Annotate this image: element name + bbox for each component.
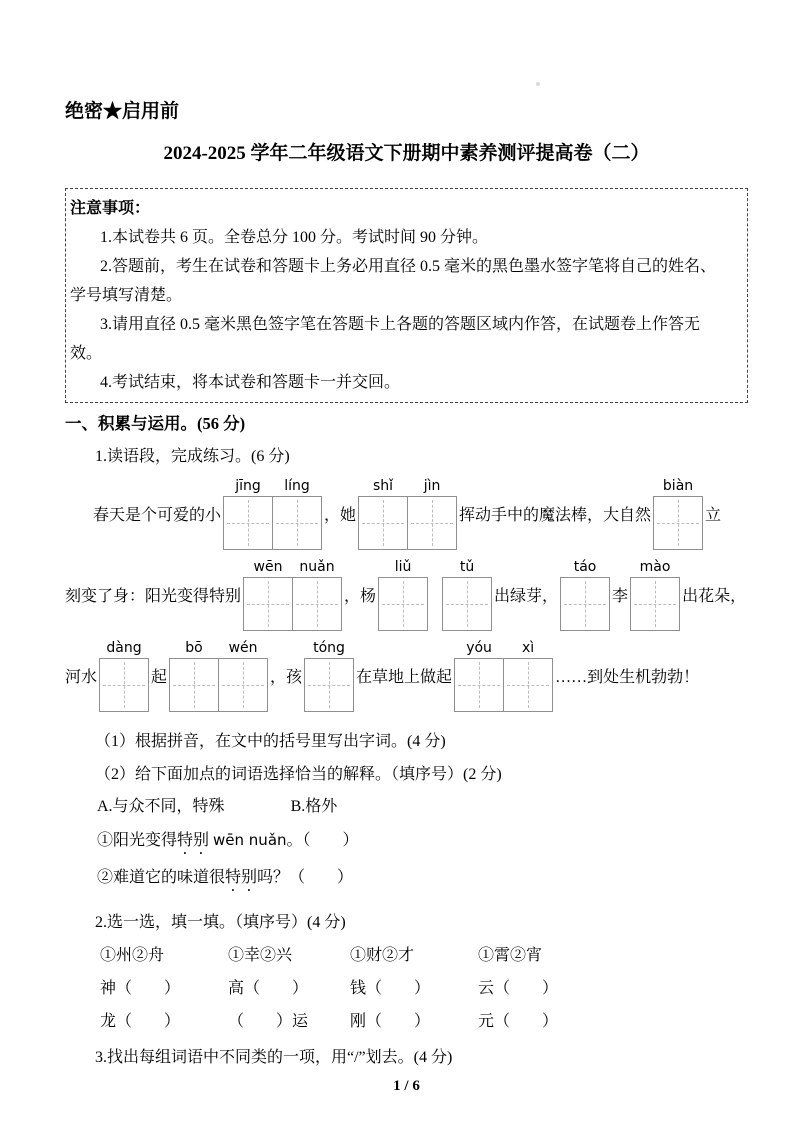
page-number: 1 / 6	[393, 1078, 420, 1094]
grid-cell: 神（ ）	[100, 980, 181, 997]
print-artifact-dot	[536, 82, 540, 86]
text-run: 刻变了身：阳光变得特别	[65, 588, 242, 605]
writing-box-cell	[218, 639, 268, 712]
writing-box-group	[304, 639, 354, 712]
page-title: 2024-2025 学年二年级语文下册期中素养测评提高卷（二）	[163, 143, 650, 164]
text-run: 出花朵，	[682, 588, 747, 605]
pinyin-label: wēn	[253, 559, 283, 575]
pinyin-label: biàn	[662, 478, 694, 494]
text-run: 李	[612, 588, 629, 605]
pinyin-label: wén	[228, 640, 258, 656]
writing-box	[218, 658, 268, 712]
text-run: ……到处生机勃勃！	[555, 669, 700, 686]
writing-box-group	[99, 639, 149, 712]
writing-box	[407, 496, 457, 550]
writing-box-group	[653, 477, 703, 550]
writing-box	[272, 496, 322, 550]
pinyin-label: líng	[284, 478, 310, 494]
grid-cell: 云（ ）	[478, 980, 559, 997]
grid-cell: ①幸②兴	[228, 947, 293, 964]
pinyin-label: liǔ	[394, 559, 412, 575]
notice-box	[65, 188, 748, 403]
writing-box-cell	[653, 477, 703, 550]
notice-line: 学号填写清楚。	[70, 287, 183, 304]
writing-box-cell	[454, 639, 504, 712]
question1-sub1: （1）根据拼音，在文中的括号里写出字词。(4 分)	[95, 733, 446, 750]
pinyin-label: tǔ	[459, 559, 475, 575]
secret-label: 绝密★启用前	[65, 101, 180, 122]
writing-box	[292, 577, 342, 631]
writing-box	[653, 496, 703, 550]
writing-box-group	[223, 477, 322, 550]
pinyin-label: nuǎn	[299, 559, 335, 575]
emphasized-word: 特别	[225, 869, 258, 886]
writing-box-cell	[442, 558, 492, 631]
notice-line: 4.考试结束，将本试卷和答题卡一并交回。	[100, 374, 401, 391]
writing-box-cell	[99, 639, 149, 712]
q1-items	[65, 827, 748, 895]
text-run: 挥动手中的魔法棒，大自然	[459, 507, 652, 524]
text-run: ②难道它的味道很	[97, 869, 226, 886]
question1-options	[65, 794, 748, 820]
pinyin-run: wēn nuǎn	[213, 831, 287, 849]
grid-cell: 高（ ）	[228, 980, 309, 997]
writing-box	[358, 496, 408, 550]
writing-box-cell	[223, 477, 273, 550]
notice-line: 效。	[70, 345, 103, 362]
writing-box-group	[454, 639, 553, 712]
pinyin-label: táo	[573, 559, 597, 575]
emphasized-word: 特别	[177, 832, 210, 849]
writing-box-group	[243, 558, 342, 631]
section1-heading: 一、积累与运用。(56 分)	[65, 414, 246, 433]
grid-cell: 刚（ ）	[350, 1013, 431, 1030]
grid-cell: ①州②舟	[100, 947, 165, 964]
pinyin-label: tóng	[313, 640, 345, 656]
writing-box-cell	[630, 558, 680, 631]
grid-cell: ①霄②宵	[478, 947, 543, 964]
pinyin-label: xì	[521, 640, 535, 656]
writing-box	[243, 577, 293, 631]
question2-grid	[65, 939, 748, 1038]
text-run: ，孩	[270, 669, 303, 686]
text-run: 河水	[65, 669, 98, 686]
writing-box-cell	[407, 477, 457, 550]
writing-box-group	[358, 477, 457, 550]
writing-box	[630, 577, 680, 631]
passage-line	[65, 558, 748, 631]
notice-line: 2.答题前，考生在试卷和答题卡上务必用直径 0.5 毫米的黑色墨水签字笔将自己的姓名、	[100, 258, 717, 275]
text-run: 。（ ）	[286, 832, 359, 849]
writing-box-cell	[358, 477, 408, 550]
notice-heading: 注意事项：	[70, 200, 151, 217]
writing-box	[378, 577, 428, 631]
writing-box	[503, 658, 553, 712]
text-run: ，她	[324, 507, 357, 524]
writing-box-cell	[378, 558, 428, 631]
writing-box-cell	[304, 639, 354, 712]
grid-cell: ①财②才	[350, 947, 415, 964]
notice-line: 1.本试卷共 6 页。全卷总分 100 分。考试时间 90 分钟。	[100, 229, 489, 246]
pinyin-label: jìn	[423, 478, 441, 494]
writing-box-group	[378, 558, 428, 631]
text-run: 吗？（ ）	[257, 869, 354, 886]
text-run: 立	[705, 507, 722, 524]
writing-box	[442, 577, 492, 631]
option-a: A.与众不同，特殊	[97, 798, 225, 815]
writing-box	[223, 496, 273, 550]
writing-box-group	[169, 639, 268, 712]
writing-box-cell	[272, 477, 322, 550]
writing-box-group	[630, 558, 680, 631]
notice-line: 3.请用直径 0.5 毫米黑色签字笔在答题卡上各题的答题区域内作答，在试题卷上作答无	[100, 316, 701, 333]
pinyin-label: jīng	[235, 478, 261, 494]
text-run: 出绿芽，	[494, 588, 559, 605]
text-run: ，杨	[344, 588, 377, 605]
text-run: 在草地上做起	[356, 669, 453, 686]
passage	[65, 477, 748, 712]
grid-cell: 元（ ）	[478, 1013, 559, 1030]
writing-box	[454, 658, 504, 712]
writing-box-cell	[503, 639, 553, 712]
grid-cell: （ ）运	[228, 1013, 309, 1030]
writing-box	[99, 658, 149, 712]
grid-cell: 龙（ ）	[100, 1013, 181, 1030]
pinyin-label: yóu	[466, 640, 492, 656]
question1-item	[65, 827, 748, 858]
question1-sub2: （2）给下面加点的词语选择恰当的解释。（填序号）(2 分)	[95, 766, 502, 783]
writing-box	[304, 658, 354, 712]
pinyin-label: bō	[185, 640, 203, 656]
writing-box-group	[442, 558, 492, 631]
writing-box-cell	[169, 639, 219, 712]
notice-lines	[70, 223, 739, 397]
passage-line	[65, 477, 748, 550]
writing-box-cell	[243, 558, 293, 631]
text-run: 起	[151, 669, 168, 686]
question3-label: 3.找出每组词语中不同类的一项，用“/”划去。(4 分)	[95, 1049, 453, 1066]
pinyin-label: shǐ	[373, 478, 394, 494]
passage-line	[65, 639, 748, 712]
pinyin-label: dàng	[106, 640, 142, 656]
pinyin-label: mào	[639, 559, 671, 575]
grid-cell: 钱（ ）	[350, 980, 431, 997]
writing-box-cell	[292, 558, 342, 631]
question2-label: 2.选一选，填一填。（填序号）(4 分)	[95, 914, 346, 931]
question1-item	[65, 865, 748, 895]
writing-box-cell	[560, 558, 610, 631]
writing-box	[169, 658, 219, 712]
text-run: ①阳光变得	[97, 832, 178, 849]
text-run: 春天是个可爱的小	[93, 507, 222, 524]
writing-box	[560, 577, 610, 631]
question1-label: 1.读语段，完成练习。(6 分)	[95, 448, 290, 465]
writing-box-group	[560, 558, 610, 631]
option-b: B.格外	[290, 798, 338, 815]
